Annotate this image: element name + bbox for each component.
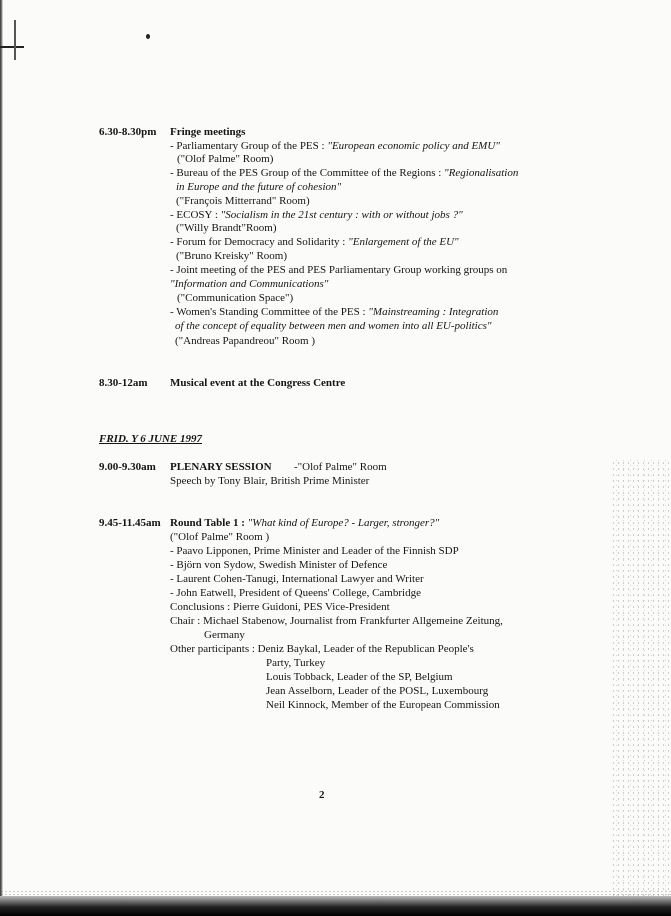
- item-text: - Parliamentary Group of the PES :: [170, 140, 328, 152]
- fringe-quote-cont: of the concept of equality between men and women into all EU-politics": [175, 320, 492, 332]
- item-text: - ECOSY :: [170, 209, 221, 221]
- speaker-item: - Laurent Cohen-Tanugi, International Lawyer and Writer: [170, 573, 424, 585]
- scan-speck: [146, 34, 150, 39]
- fringe-quote-cont: "Information and Communications": [170, 278, 329, 290]
- item-quote: "Socialism in the 21st century : with or without jobs ?": [220, 209, 463, 221]
- roundtable-heading: [170, 517, 439, 530]
- item-text: - Forum for Democracy and Solidarity :: [170, 236, 349, 248]
- item-quote: "Enlargement of the EU": [348, 236, 459, 248]
- fringe-time: 6.30-8.30pm: [99, 126, 157, 138]
- scan-noise: [611, 460, 671, 900]
- other-item: Deniz Baykal, Leader of the Republican People's: [257, 643, 474, 655]
- scan-bottom-edge: [0, 896, 671, 916]
- plenary-time: 9.00-9.30am: [99, 461, 156, 473]
- speaker-item: - Paavo Lipponen, Prime Minister and Leader of the Finnish SDP: [170, 545, 459, 557]
- roundtable-chair: Chair : Michael Stabenow, Journalist from Frankfurter Allgemeine Zeitung,: [170, 615, 503, 627]
- roundtable-room: ("Olof Palme" Room ): [170, 531, 270, 543]
- roundtable-conclusions: Conclusions : Pierre Guidoni, PES Vice-President: [170, 601, 390, 613]
- fringe-room: ("Olof Palme" Room): [177, 153, 274, 165]
- other-item: Louis Tobback, Leader of the SP, Belgium: [266, 671, 453, 683]
- fringe-quote-cont: in Europe and the future of cohesion": [176, 181, 342, 193]
- fringe-title: Fringe meetings: [170, 126, 246, 138]
- fringe-item: [170, 236, 459, 249]
- page-number: 2: [319, 789, 325, 801]
- fringe-room: ("Bruno Kreisky" Room): [176, 250, 288, 262]
- other-item: Jean Asselborn, Leader of the POSL, Luxembourg: [266, 685, 489, 697]
- fringe-item: [170, 140, 500, 153]
- fringe-item: [170, 306, 498, 319]
- fringe-item: - Joint meeting of the PES and PES Parliamentary Group working groups on: [170, 264, 508, 276]
- fringe-item: [170, 209, 463, 222]
- item-quote: "Regionalisation: [444, 167, 519, 179]
- scan-mark: [14, 20, 16, 60]
- fringe-item: [170, 167, 518, 180]
- item-quote: "European economic policy and EMU": [327, 140, 500, 152]
- fringe-room: ("Communication Space"): [177, 292, 294, 304]
- day-heading: FRID. Y 6 JUNE 1997: [99, 433, 202, 445]
- fringe-room: ("François Mitterrand" Room): [176, 195, 310, 207]
- speaker-item: - Björn von Sydow, Swedish Minister of Defence: [170, 559, 388, 571]
- item-text: - Women's Standing Committee of the PES :: [170, 306, 369, 318]
- other-participants: [170, 643, 474, 656]
- other-item: Party, Turkey: [266, 657, 326, 669]
- musical-title: Musical event at the Congress Centre: [170, 377, 346, 389]
- scan-edge: [0, 0, 3, 916]
- plenary-title: PLENARY SESSION: [170, 461, 272, 473]
- other-label: Other participants :: [170, 643, 258, 655]
- fringe-room: ("Andreas Papandreou" Room ): [175, 335, 316, 347]
- plenary-speech: Speech by Tony Blair, British Prime Minister: [170, 475, 370, 487]
- fringe-room: ("Willy Brandt"Room): [176, 222, 277, 234]
- musical-time: 8.30-12am: [99, 377, 148, 389]
- roundtable-title: Round Table 1 :: [170, 517, 248, 529]
- roundtable-time: 9.45-11.45am: [99, 517, 161, 529]
- roundtable-chair-cont: Germany: [204, 629, 245, 641]
- item-text: - Bureau of the PES Group of the Committee of the Regions :: [170, 167, 445, 179]
- roundtable-quote: "What kind of Europe? - Larger, stronger?": [247, 517, 440, 529]
- item-quote: "Mainstreaming : Integration: [368, 306, 499, 318]
- other-item: Neil Kinnock, Member of the European Commission: [266, 699, 500, 711]
- plenary-room: -"Olof Palme" Room: [294, 461, 387, 473]
- speaker-item: - John Eatwell, President of Queens' College, Cambridge: [170, 587, 421, 599]
- scan-mark: [0, 46, 24, 48]
